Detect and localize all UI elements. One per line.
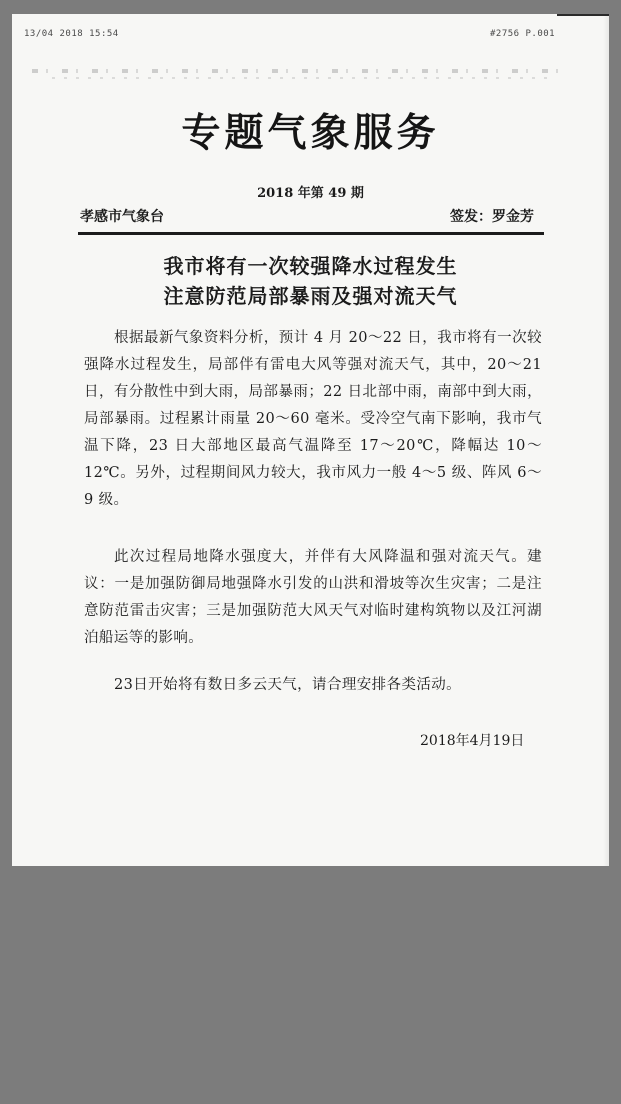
fax-timestamp: 13/04 2018 15:54 — [24, 29, 119, 39]
document-date: 2018年4月19日 — [420, 733, 525, 749]
issue-number: 2018 年第 49 期 — [257, 186, 364, 201]
scan-noise — [52, 77, 552, 79]
signer-name: 签发：罗金芳 — [450, 209, 534, 225]
header-divider — [78, 232, 544, 235]
scan-noise — [32, 69, 572, 73]
headline-line-1: 我市将有一次较强降水过程发生 — [163, 254, 458, 278]
body-paragraph-3: 23日开始将有数日多云天气，请合理安排各类活动。 — [114, 677, 462, 693]
edge-mark — [557, 14, 609, 16]
document-page — [12, 14, 609, 866]
document-title: 专题气象服务 — [181, 110, 440, 156]
page-shadow — [603, 14, 609, 866]
fax-page-number: #2756 P.001 — [490, 29, 556, 39]
publisher-name: 孝感市气象台 — [80, 209, 164, 225]
body-paragraph-1: 根据最新气象资料分析，预计 4 月 20～22 日，我市将有一次较强降水过程发生，局部伴有雷电大风等强对流天气，其中，20～21 日，有分散性中到大雨，局部暴雨；22 日北部中雨，南部中到大雨，局部暴雨。过程累计雨量 20～60 毫米。受冷空气南下影响，我市气温下降，23 日大部地区最高气温降至 17～20℃，降幅达 10～12℃。另外，过程期间风力较大，我市风力一般 4～5 级、阵风 6～9 级。 — [84, 330, 542, 508]
headline-line-2: 注意防范局部暴雨及强对流天气 — [163, 284, 458, 308]
body-paragraph-2: 此次过程局地降水强度大，并伴有大风降温和强对流天气。建议：一是加强防御局地强降水引发的山洪和滑坡等次生灾害；二是注意防范雷击灾害；三是加强防范大风天气对临时建构筑物以及江河湖泊船运等的影响。 — [84, 549, 542, 646]
